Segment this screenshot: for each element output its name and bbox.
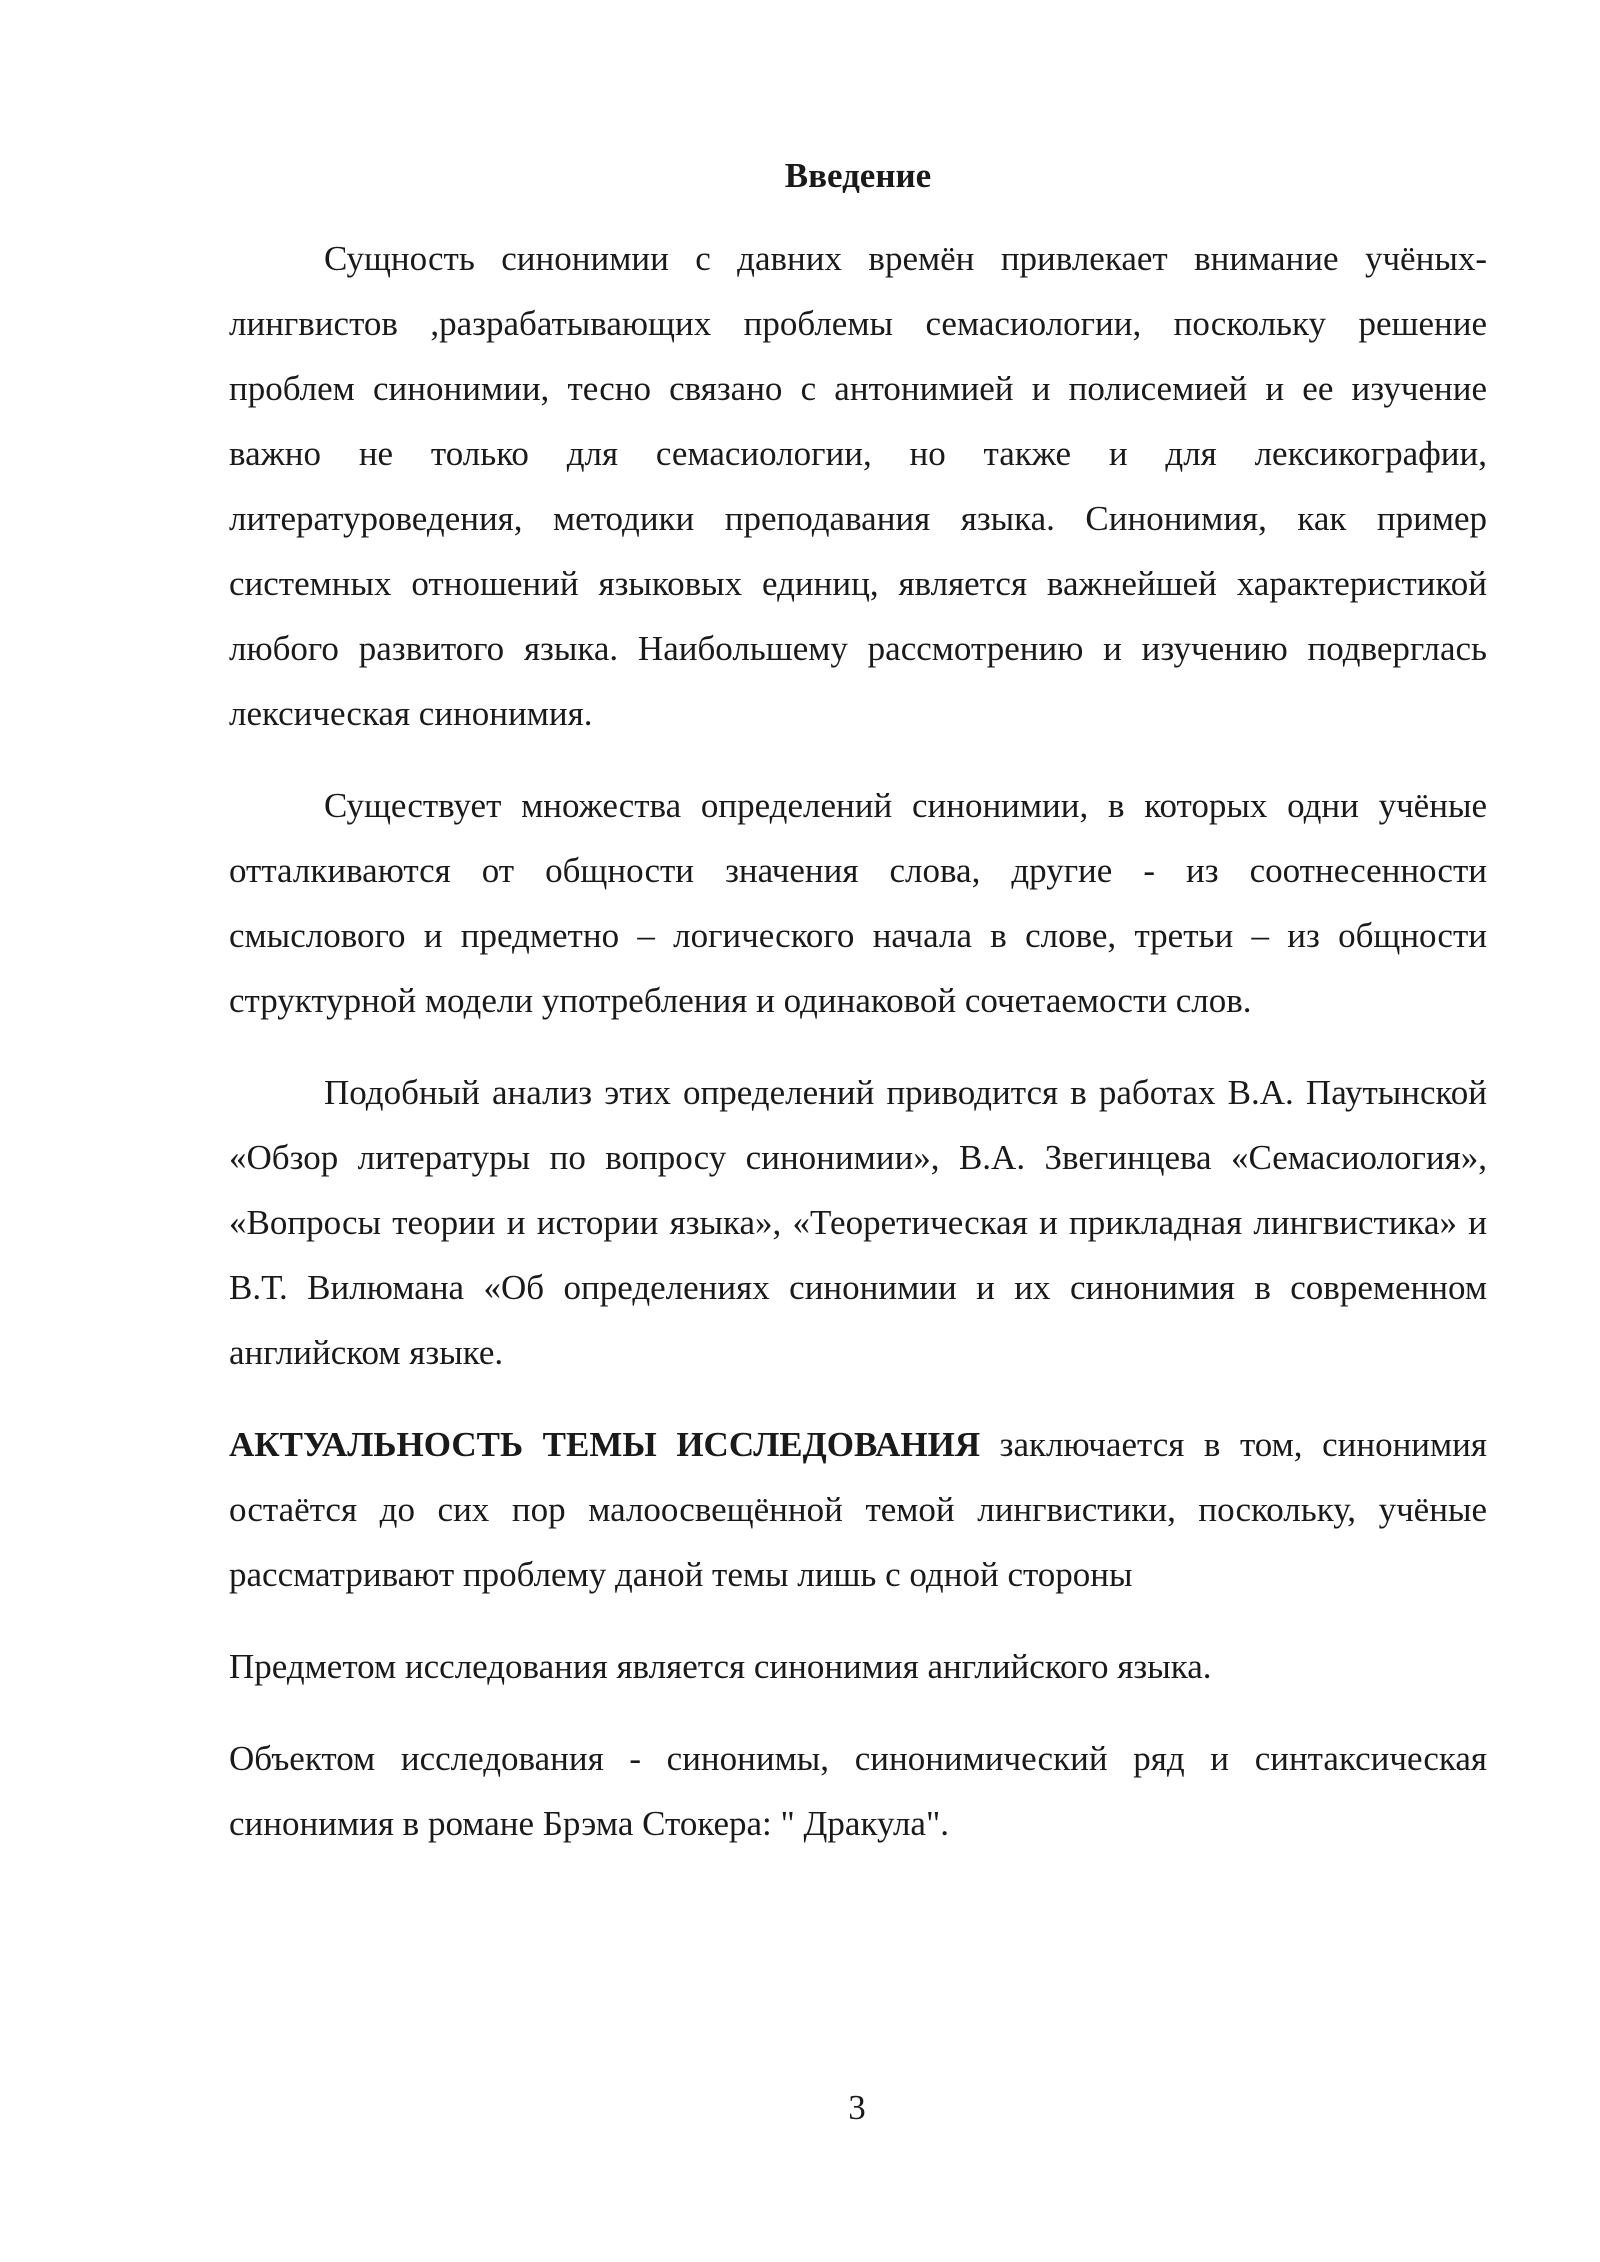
paragraph-intro: Сущность синонимии с давних времён привлекает внимание учёных-лингвистов ,разрабатывающих проблемы семасиологии, поскольку решение проблем синонимии, тесно связано с антонимией и полисемией и ее изучение важно не только для семасиологии, но также и для лексикографии, литературоведения, методики преподавания языка. Синонимия, как пример системных отношений языковых единиц, является важнейшей характеристикой любого развитого языка. Наибольшему рассмотрению и изучению подверглась лексическая синонимия. xyxy=(229,239,1487,733)
paragraph-subject: Предметом исследования является синонимия английского языка. xyxy=(229,1647,1212,1686)
paragraph-object: Объектом исследования - синонимы, синонимический ряд и синтаксическая синонимия в романе Брэма Стокера: " Дракула". xyxy=(229,1739,1487,1843)
paragraph-analysis: Подобный анализ этих определений приводится в работах В.А. Паутынской «Обзор литературы по вопросу синонимии», В.А. Звегинцева «Семасиология», «Вопросы теории и истории языка», «Теоретическая и прикладная лингвистика» и В.Т. Вилюмана «Об определениях синонимии и их синонимия в современном английском языке. xyxy=(229,1073,1487,1372)
paragraph-relevance xyxy=(229,1412,1487,1607)
page-number: 3 xyxy=(848,2088,866,2127)
relevance-text: заключается в том, синонимия остаётся до сих пор малоосвещённой темой лингвистики, поскольку, учёные рассматривают проблему даной темы лишь с одной стороны xyxy=(229,1425,1488,1594)
relevance-heading: АКТУАЛЬНОСТЬ ТЕМЫ ИССЛЕДОВАНИЯ xyxy=(229,1425,981,1464)
document-title: Введение xyxy=(784,156,932,195)
document-body xyxy=(229,146,1487,1883)
paragraph-definitions: Существует множества определений синонимии, в которых одни учёные отталкиваются от общности значения слова, другие - из соотнесенности смыслового и предметно – логического начала в слове, третьи – из общности структурной модели употребления и одинаковой сочетаемости слов. xyxy=(229,786,1487,1020)
